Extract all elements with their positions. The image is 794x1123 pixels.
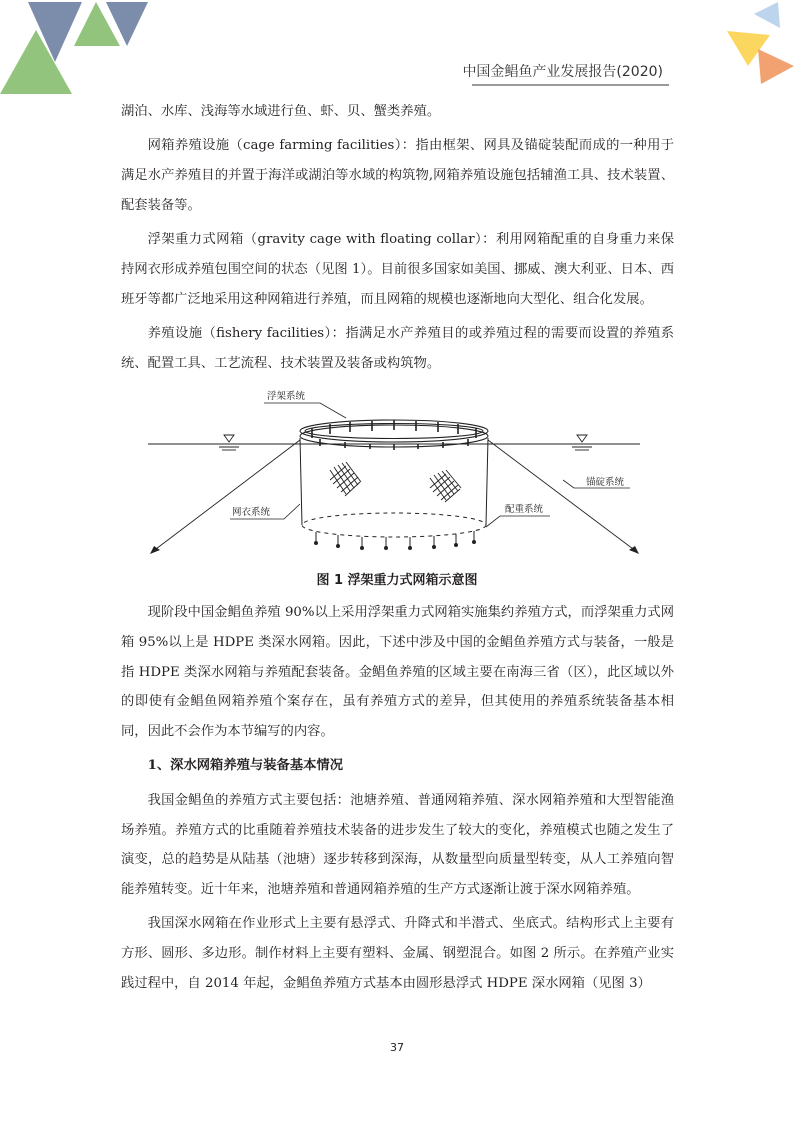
leader-weight-system: [486, 516, 550, 527]
decorative-corner-shapes: [0, 0, 794, 110]
body-text-top: [121, 97, 674, 383]
figure-caption: 图 1 浮架重力式网箱示意图: [316, 573, 478, 588]
paragraph: 浮架重力式网箱（gravity cage with floating collar）：利用网箱配重的自身重力来保持网衣形成养殖包围空间的状态（见图 1）。目前很多国家如美国、挪威、澳大利亚、日本、西班牙等都广泛地采用这种网箱进行养殖，而且网箱的规模也逐渐地向大型化、组合化发展。: [121, 232, 674, 307]
cage-diagram: [140, 382, 660, 562]
header-rule: [472, 84, 669, 86]
paragraph: 我国深水网箱在作业形式上主要有悬浮式、升降式和半潜式、坐底式。结构形式上主要有方形、圆形、多边形。制作材料上主要有塑料、金属、钢塑混合。如图 2 所示。在养殖产业实践过程中，自 2014 年起，金鲳鱼养殖方式基本由圆形悬浮式 HDPE 深水网箱（见图 3）: [121, 916, 674, 992]
paragraph: 我国金鲳鱼的养殖方式主要包括：池塘养殖、普通网箱养殖、深水网箱养殖和大型智能渔场养殖。养殖方式的比重随着养殖技术装备的进步发生了较大的变化，养殖模式也随之发生了演变，总的趋势是从陆基（池塘）逐步转移到深海，从数量型向质量型转变，从人工养殖向智能养殖转变。近十年来，池塘养殖和普通网箱养殖的生产方式逐渐让渡于深水网箱养殖。: [121, 792, 674, 898]
float-collar-brackets: [312, 420, 476, 450]
paragraph: 养殖设施（fishery facilities）：指满足水产养殖目的或养殖过程的需要而设置的养殖系统、配置工具、工艺流程、技术装置及装备或构筑物。: [121, 326, 674, 371]
water-level-symbol-right: [572, 435, 592, 450]
body-text-bottom: [121, 598, 674, 1003]
label-weight-system: 配重系统: [505, 504, 544, 515]
anchor-lines: [152, 440, 637, 552]
label-float-system: 浮架系统: [267, 391, 306, 402]
leader-float-system: [264, 403, 346, 418]
weight-ring: [302, 513, 486, 537]
paragraph: 现阶段中国金鲳鱼养殖 90%以上采用浮架重力式网箱实施集约养殖方式，而浮架重力式网箱 95%以上是 HDPE 类深水网箱。因此，下述中涉及中国的金鲳鱼养殖方式与装备，一般是指 HDPE 类深水网箱与养殖配套装备。金鲳鱼养殖的区域主要在南海三省（区），此区域以外的即使有金鲳鱼网箱养殖个案存在，虽有养殖方式的差异，但其使用的养殖系统装备基本相同，因此不会作为本节编写的内容。: [121, 605, 674, 740]
net-mesh-left: [330, 462, 361, 496]
net-mesh-right: [430, 470, 461, 502]
page-number: 37: [390, 1041, 404, 1054]
water-level-symbol-left: [219, 435, 239, 450]
net-walls: [300, 438, 488, 525]
label-anchor-system: 锚碇系统: [586, 477, 625, 488]
paragraph: 湖泊、水库、浅海等水域进行鱼、虾、贝、蟹类养殖。: [121, 104, 441, 119]
section-heading: 1、深水网箱养殖与装备基本情况: [147, 758, 344, 774]
figure-gravity-cage: [140, 382, 660, 562]
weights: [315, 531, 476, 550]
orange-triangle: [758, 49, 794, 84]
label-net-system: 网衣系统: [232, 507, 271, 518]
paragraph: 网箱养殖设施（cage farming facilities）：指由框架、网具及锚碇装配而成的一种用于满足水产养殖目的并置于海洋或湖泊等水域的构筑物,网箱养殖设施包括辅渔工具、技术装置、配套装备等。: [121, 138, 674, 213]
light-blue-triangle: [754, 2, 780, 28]
header-title: 中国金鲳鱼产业发展报告(2020): [462, 64, 663, 80]
